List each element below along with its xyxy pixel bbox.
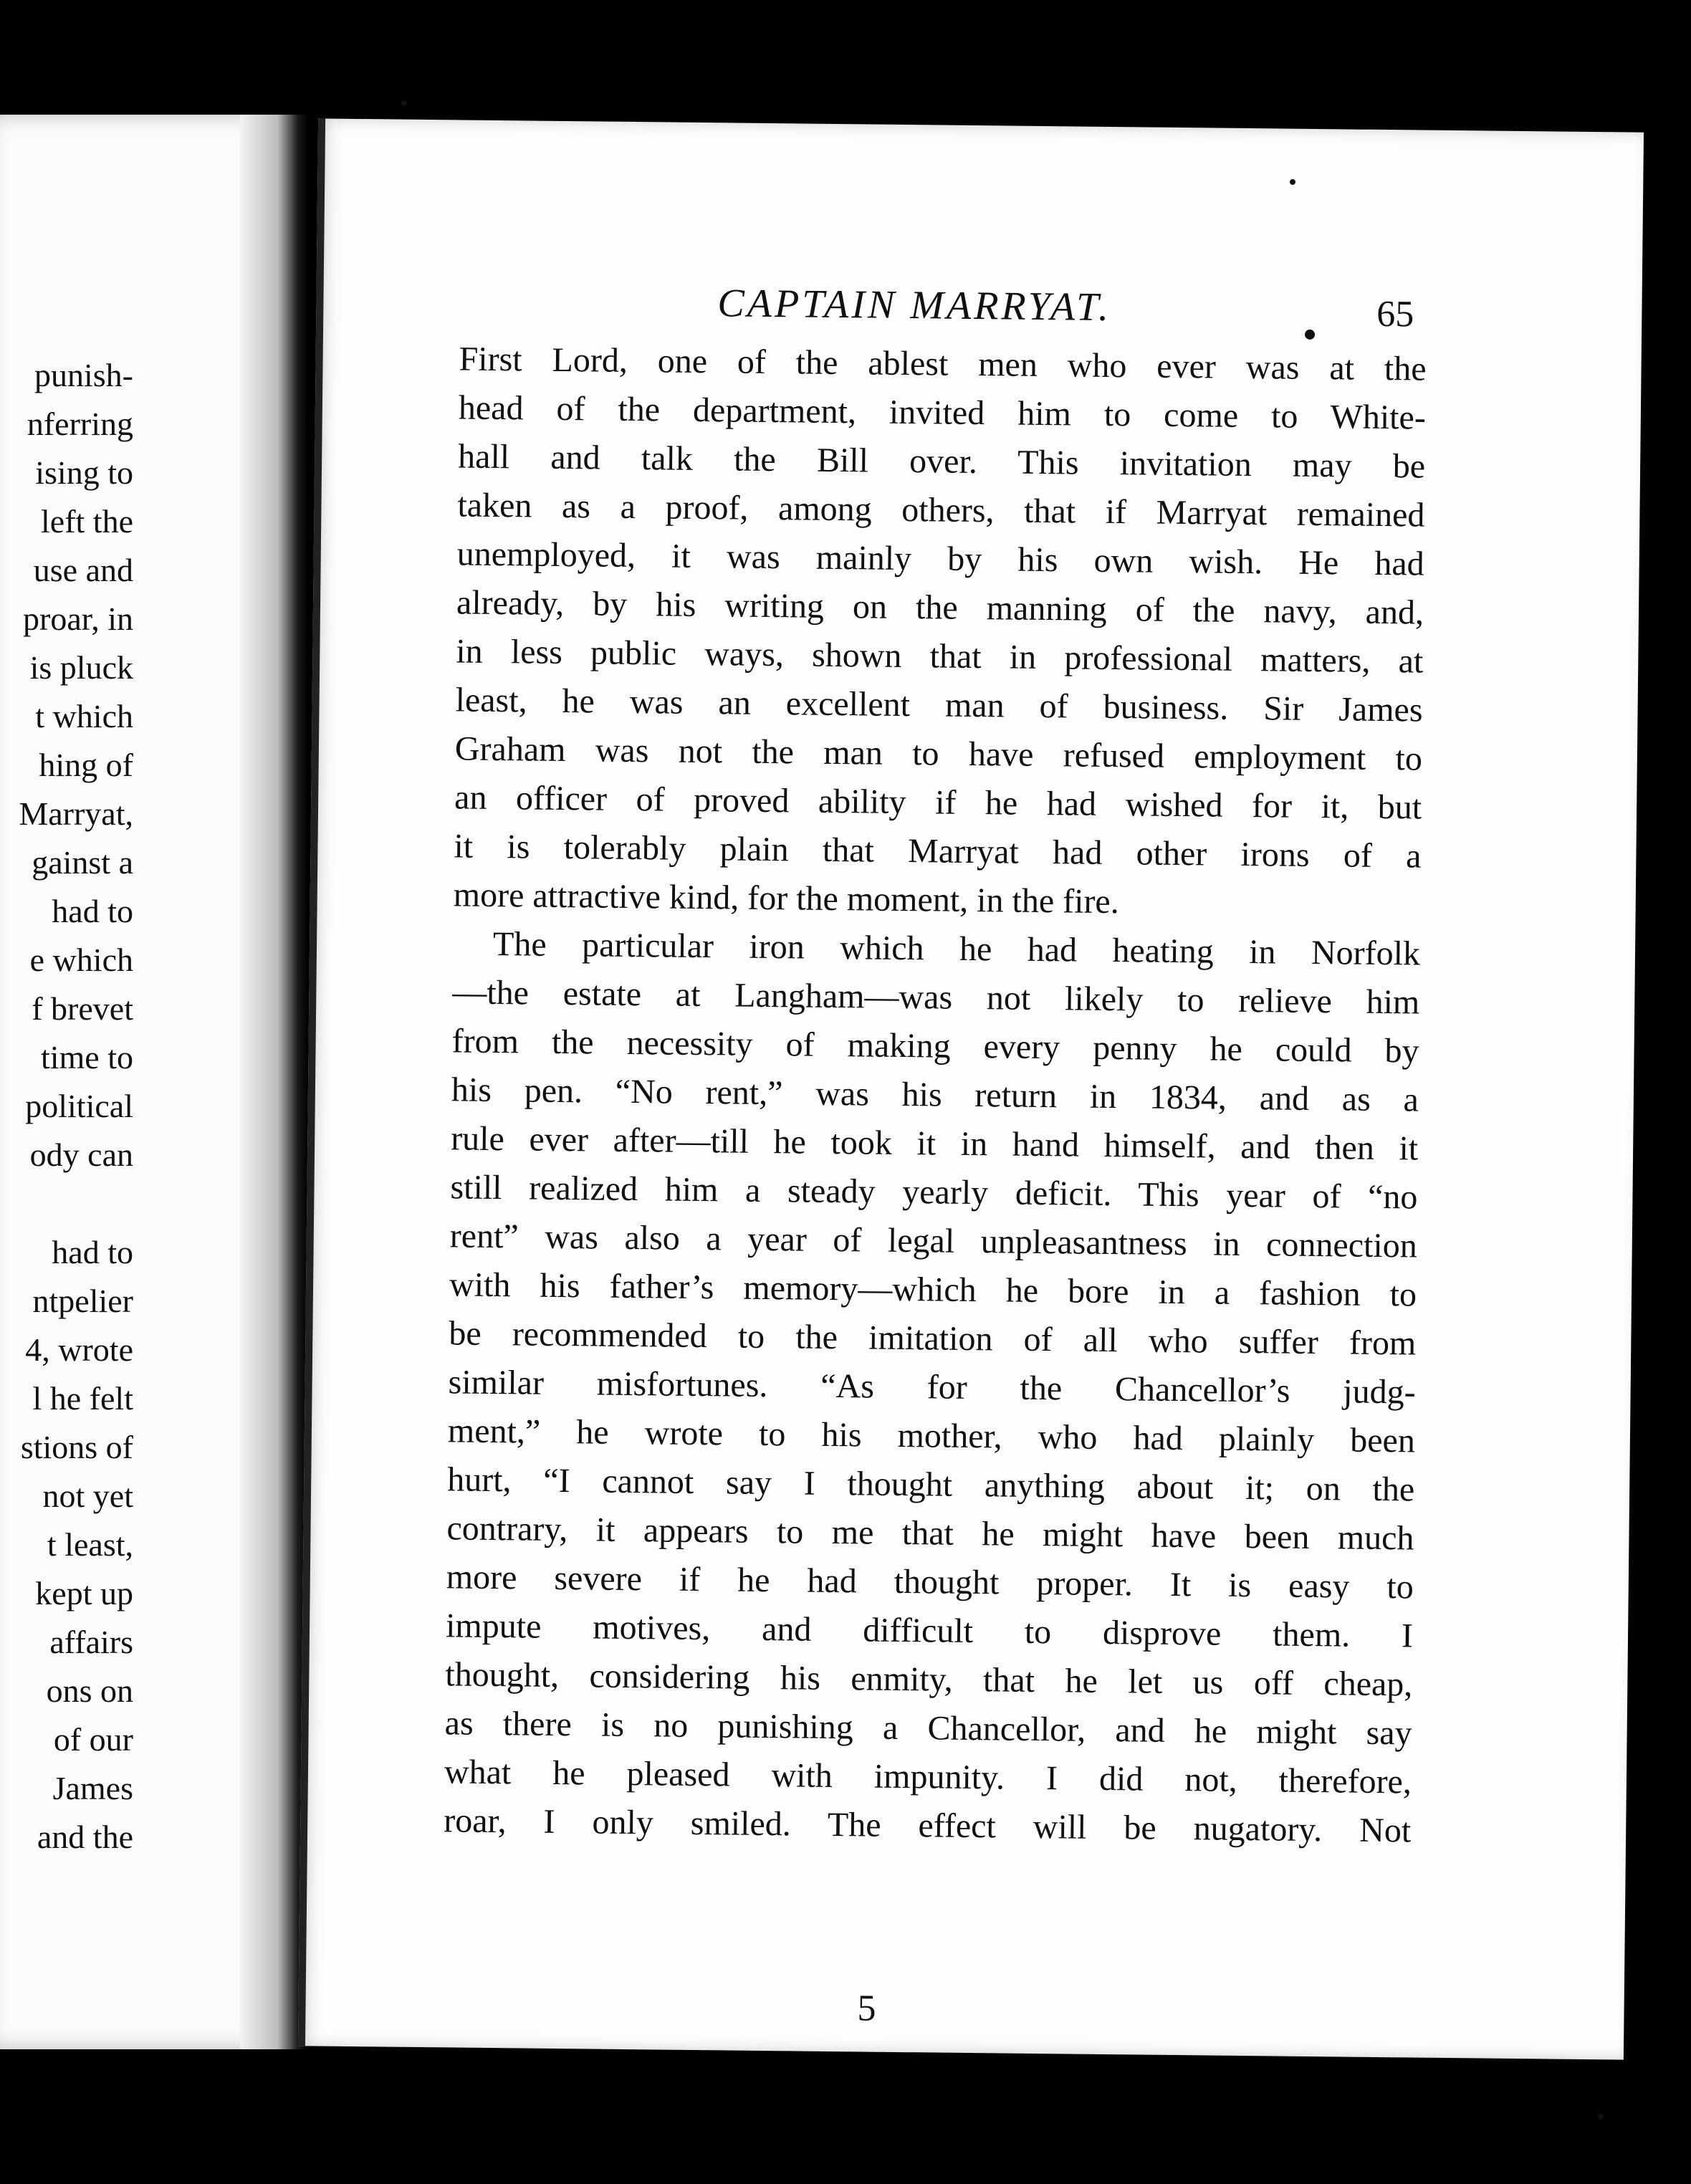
left-page-line: kept up: [35, 1575, 133, 1611]
page-number: 65: [1376, 293, 1414, 335]
left-page-line: not yet: [42, 1477, 133, 1514]
ink-dot: [1305, 330, 1315, 340]
scan-speck: [1290, 179, 1295, 185]
left-page-line: 4, wrote: [25, 1331, 133, 1368]
scan-speck: [401, 100, 407, 106]
left-page-line: had to: [52, 1234, 133, 1270]
left-page-line: Marryat,: [19, 795, 133, 832]
right-page: [298, 118, 1644, 2059]
left-page-line: political: [25, 1088, 133, 1124]
left-page-text: [0, 351, 133, 1862]
left-page-line: t which: [35, 698, 133, 734]
left-page-line: use and: [33, 552, 133, 588]
left-page-line: hing of: [39, 747, 133, 783]
left-page-line: time to: [40, 1039, 133, 1076]
text-line: it is tolerably plain that Marryat had other irons of a: [454, 827, 1422, 876]
text-line: an officer of proved ability if he had wished for it, but: [454, 778, 1422, 827]
left-page-line: nferring: [27, 406, 133, 442]
left-page-line: proar, in: [23, 600, 133, 637]
text-line: similar misfortunes. “As for the Chancellor’s judg-: [448, 1363, 1416, 1412]
text-line: First Lord, one of the ablest men who ever was at the: [459, 340, 1427, 388]
text-line: rule ever after—till he took it in hand himself, and then it: [450, 1119, 1419, 1168]
scan-speck: [1598, 2114, 1604, 2120]
text-line: —the estate at Langham—was not likely to relieve him: [452, 973, 1420, 1022]
text-line: already, by his writing on the manning of the navy, and,: [456, 583, 1424, 632]
paragraph: [453, 335, 1426, 929]
text-line: hurt, “I cannot say I thought anything about it; on the: [446, 1460, 1415, 1509]
left-page-line: affairs: [49, 1624, 133, 1660]
left-page-line: ntpelier: [32, 1283, 133, 1319]
text-line: roar, I only smiled. The effect will be nugatory. Not: [443, 1801, 1412, 1850]
text-line: from the necessity of making every penny he could by: [451, 1022, 1419, 1071]
text-line: impute motives, and difficult to disprove them. I: [445, 1606, 1414, 1655]
text-line: Graham was not the man to have refused employment to: [454, 729, 1423, 778]
left-page-line: e which: [29, 942, 133, 978]
left-page-line: punish-: [34, 357, 133, 393]
text-line: thought, considering his enmity, that he let us off cheap,: [445, 1655, 1413, 1704]
text-line: still realized him a steady yearly deficit. This year of “no: [450, 1168, 1418, 1217]
paragraph: [444, 919, 1420, 1855]
text-line: ment,” he wrote to his mother, who had plainly been: [447, 1412, 1416, 1460]
left-page-line: gainst a: [32, 844, 133, 881]
left-page-line: ody can: [29, 1136, 133, 1173]
left-page-line: and the: [37, 1819, 133, 1855]
left-page-line: [0, 1179, 133, 1228]
left-page-line: f brevet: [32, 990, 133, 1027]
text-line: what he pleased with impunity. I did not, therefore,: [444, 1753, 1412, 1801]
text-line: rent” was also a year of legal unpleasantness in connection: [449, 1217, 1418, 1265]
left-page-line: l he felt: [32, 1380, 133, 1417]
left-page-line: stions of: [20, 1429, 133, 1465]
left-page-line: of our: [53, 1721, 133, 1758]
left-page-line: t least,: [47, 1526, 133, 1563]
text-line: more attractive kind, for the moment, in the fire.: [453, 876, 1120, 921]
running-head: CAPTAIN MARRYAT.: [717, 281, 1112, 330]
text-line: The particular iron which he had heating in Norfolk: [492, 925, 1421, 973]
text-line: his pen. “No rent,” was his return in 1834, and as a: [451, 1071, 1419, 1119]
left-page-line: had to: [52, 893, 133, 929]
left-page-line: ons on: [46, 1672, 133, 1709]
text-line: head of the department, invited him to come to White-: [458, 388, 1427, 437]
text-line: more severe if he had thought proper. It is easy to: [446, 1558, 1414, 1606]
text-line: with his father’s memory—which he bore in a fashion to: [449, 1265, 1417, 1314]
left-page-line: James: [52, 1770, 133, 1806]
text-line: taken as a proof, among others, that if Marryat remained: [457, 486, 1425, 535]
book-gutter: [240, 115, 308, 2049]
signature-mark: 5: [857, 1988, 876, 2029]
left-page-line: is pluck: [29, 649, 133, 686]
text-line: unemployed, it was mainly by his own wish. He had: [456, 535, 1424, 583]
text-line: in less public ways, shown that in professional matters, at: [456, 632, 1424, 681]
left-page-line: ising to: [35, 454, 133, 491]
text-line: be recommended to the imitation of all who suffer from: [449, 1314, 1417, 1363]
text-line: hall and talk the Bill over. This invitation may be: [457, 437, 1426, 486]
text-line: contrary, it appears to me that he might have been much: [446, 1509, 1414, 1558]
text-line: least, he was an excellent man of business. Sir James: [455, 681, 1423, 729]
text-line: as there is no punishing a Chancellor, and he might say: [444, 1704, 1412, 1753]
body-text: [444, 335, 1427, 1855]
left-page-line: left the: [41, 503, 133, 540]
